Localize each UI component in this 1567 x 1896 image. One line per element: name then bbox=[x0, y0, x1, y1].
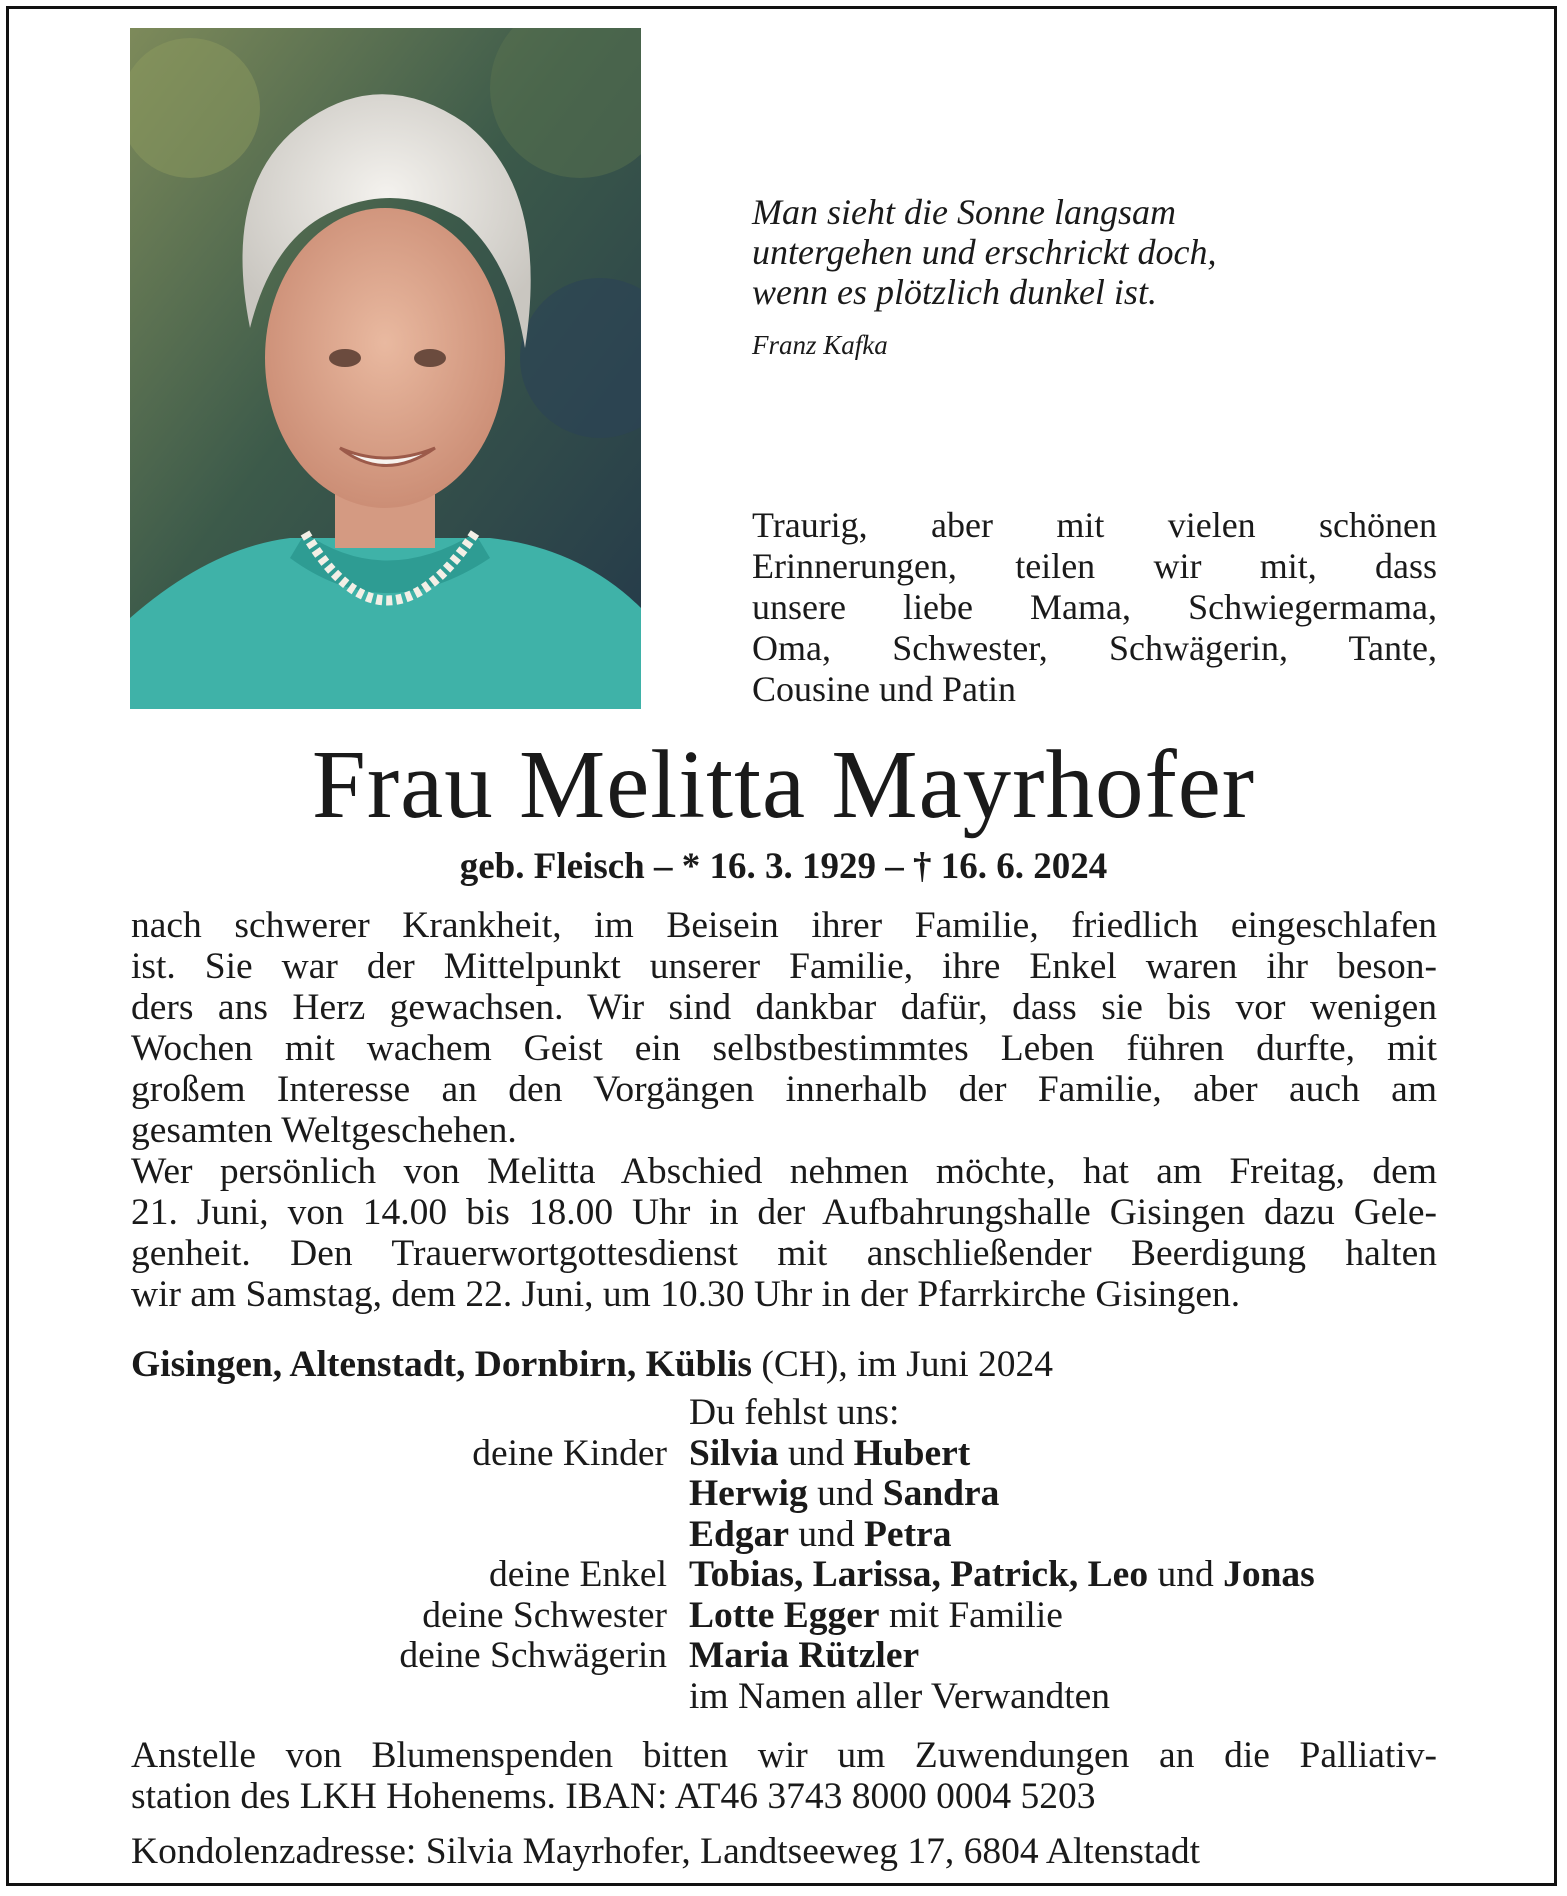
family-relation bbox=[131, 1474, 689, 1515]
intro-text bbox=[752, 505, 1437, 710]
quote-line: Man sieht die Sonne langsam bbox=[752, 192, 1176, 232]
family-names bbox=[689, 1596, 1451, 1637]
family-relation bbox=[131, 1677, 689, 1718]
places-names: Gisingen, Altenstadt, Dornbirn, Küblis bbox=[131, 1344, 752, 1385]
family-member-name: Tobias, Larissa, Patrick, Leo bbox=[689, 1554, 1149, 1595]
body-line: ders ans Herz gewachsen. Wir sind dankbar dafür, dass sie bis vor wenigen bbox=[131, 987, 1437, 1028]
family-names bbox=[689, 1474, 1451, 1515]
intro-line: Cousine und Patin bbox=[752, 669, 1017, 709]
family-relation: deine Schwester bbox=[422, 1594, 667, 1636]
family-member-name: Sandra bbox=[882, 1473, 1000, 1514]
family-member-name: Lotte Egger bbox=[689, 1594, 880, 1636]
body-line: nach schwerer Krankheit, im Beisein ihrer Familie, friedlich eingeschlafen bbox=[131, 905, 1437, 946]
family-connector: und bbox=[778, 1432, 854, 1474]
family-relation bbox=[131, 1515, 689, 1556]
body-line: ist. Sie war der Mittelpunkt unserer Familie, ihre Enkel waren ihr beson- bbox=[131, 946, 1437, 987]
body-line: 21. Juni, von 14.00 bis 18.00 Uhr in der Aufbahrungshalle Gisingen dazu Gele- bbox=[131, 1192, 1437, 1233]
family-row bbox=[131, 1596, 1451, 1637]
family-relation: deine Schwägerin bbox=[399, 1635, 667, 1676]
family-header-row bbox=[131, 1393, 1451, 1434]
body-text bbox=[131, 905, 1437, 1315]
body-line: großem Interesse an den Vorgängen innerhalb der Familie, aber auch am bbox=[131, 1069, 1437, 1110]
family-names bbox=[689, 1434, 1451, 1475]
body-line: Wer persönlich von Melitta Abschied nehmen möchte, hat am Freitag, dem bbox=[131, 1151, 1437, 1192]
deceased-name: Frau Melitta Mayrhofer bbox=[311, 731, 1256, 838]
family-row bbox=[131, 1515, 1451, 1556]
places-date-line bbox=[131, 1343, 1437, 1386]
body-line: wir am Samstag, dem 22. Juni, um 10.30 Uhr in der Pfarrkirche Gisingen. bbox=[131, 1274, 1241, 1315]
family-names bbox=[689, 1555, 1451, 1596]
family-names bbox=[689, 1515, 1451, 1556]
family-connector: mit Familie bbox=[879, 1594, 1063, 1636]
family-row bbox=[131, 1434, 1451, 1475]
family-member-name: Petra bbox=[864, 1513, 952, 1555]
places-suffix: (CH), im Juni 2024 bbox=[751, 1344, 1054, 1385]
body-line: gesamten Weltgeschehen. bbox=[131, 1110, 517, 1151]
portrait-photo bbox=[130, 28, 641, 709]
family-connector: und bbox=[789, 1513, 865, 1555]
life-dates: geb. Fleisch – * 16. 3. 1929 – † 16. 6. 2024 bbox=[459, 846, 1108, 887]
family-connector: und bbox=[1148, 1554, 1224, 1595]
family-row bbox=[131, 1555, 1451, 1596]
family-connector: im Namen aller Verwandten bbox=[689, 1675, 1111, 1717]
condolence-address: Kondolenzadresse: Silvia Mayrhofer, Landtseeweg 17, 6804 Altenstadt bbox=[131, 1831, 1201, 1872]
family-names bbox=[689, 1636, 1451, 1677]
family-member-name: Jonas bbox=[1223, 1554, 1315, 1595]
quote bbox=[752, 192, 1472, 312]
family-row bbox=[131, 1677, 1451, 1718]
intro-line: Erinnerungen, teilen wir mit, dass bbox=[752, 546, 1437, 586]
family-row bbox=[131, 1474, 1451, 1515]
family-names bbox=[689, 1677, 1451, 1718]
family-connector: und bbox=[807, 1473, 883, 1514]
family-relation: deine Kinder bbox=[472, 1432, 667, 1474]
family-member-name: Silvia bbox=[689, 1432, 779, 1474]
family-member-name: Maria Rützler bbox=[689, 1635, 920, 1676]
family-member-name: Herwig bbox=[689, 1473, 808, 1514]
quote-line: untergehen und erschrickt doch, bbox=[752, 232, 1217, 272]
family-member-name: Hubert bbox=[853, 1432, 971, 1474]
family-list bbox=[131, 1393, 1451, 1717]
quote-line: wenn es plötzlich dunkel ist. bbox=[752, 272, 1157, 312]
family-header: Du fehlst uns: bbox=[689, 1392, 900, 1433]
intro-line: Oma, Schwester, Schwägerin, Tante, bbox=[752, 628, 1437, 668]
family-row bbox=[131, 1636, 1451, 1677]
family-relation: deine Enkel bbox=[488, 1554, 667, 1595]
family-member-name: Edgar bbox=[689, 1513, 790, 1555]
body-line: Wochen mit wachem Geist ein selbstbestimmtes Leben führen durfte, mit bbox=[131, 1028, 1437, 1069]
donation-line: station des LKH Hohenems. IBAN: AT46 3743 8000 0004 5203 bbox=[131, 1776, 1096, 1817]
quote-author: Franz Kafka bbox=[752, 330, 888, 360]
donation-line: Anstelle von Blumenspenden bitten wir um Zuwendungen an die Palliativ- bbox=[131, 1735, 1437, 1776]
body-line: genheit. Den Trauerwortgottesdienst mit anschließender Beerdigung halten bbox=[131, 1233, 1437, 1274]
donation-note bbox=[131, 1735, 1437, 1817]
intro-line: unsere liebe Mama, Schwiegermama, bbox=[752, 587, 1437, 627]
intro-line: Traurig, aber mit vielen schönen bbox=[752, 505, 1437, 545]
